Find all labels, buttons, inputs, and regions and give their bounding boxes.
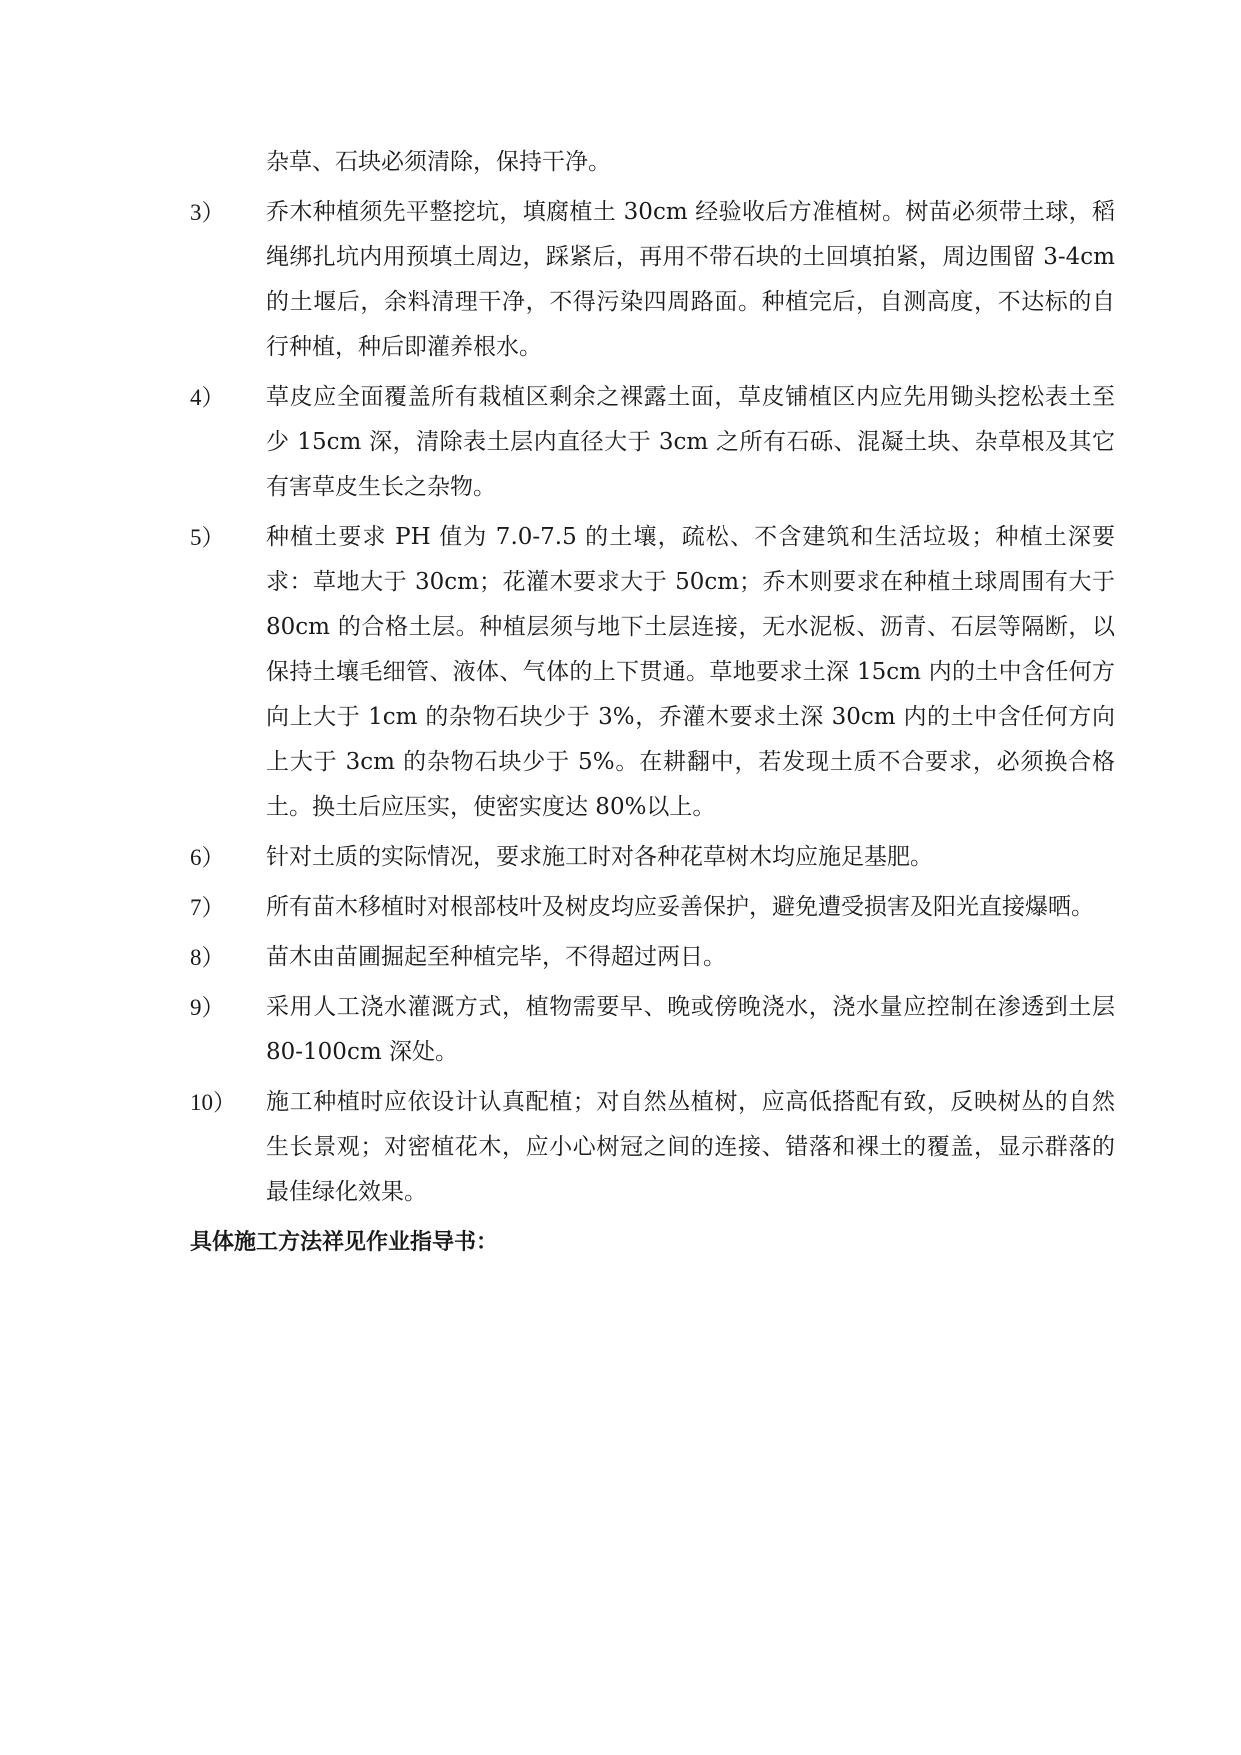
item-number: 3） [190,200,225,225]
item-text: 种植土要求 PH 值为 7.0-7.5 的土壤，疏松、不含建筑和生活垃圾；种植土深要求：草地大于 30cm；花灌木要求大于 50cm；乔木则要求在种植土球周围有大于 80cm 的合格土层。种植层须与地下土层连接，无水泥板、沥青、石层等隔断，以保持土壤毛细管、液体、气体的上下贯通。草地要求土深 15cm 内的土中含任何方向上大于 1cm 的杂物石块少于 3%，乔灌木要求土深 30cm 内的土中含任何方向上大于 3cm 的杂物石块少于 5%。在耕翻中，若发现土质不合要求，必须换合格土。换土后应压实，使密实度达 80%以上。 [266,524,1115,820]
item-text: 苗木由苗圃掘起至种植完毕，不得超过两日。 [266,944,726,970]
item-number: 8） [190,945,225,970]
document-body [190,140,1115,1265]
item-text: 采用人工浇水灌溉方式，植物需要早、晚或傍晚浇水，浇水量应控制在渗透到土层 80-100cm 深处。 [266,994,1115,1065]
section-heading: 具体施工方法祥见作业指导书： [190,1230,499,1255]
item-text: 所有苗木移植时对根部枝叶及树皮均应妥善保护，避免遭受损害及阳光直接爆晒。 [266,894,1094,920]
continuation-line: 杂草、石块必须清除，保持干净。 [266,149,611,175]
list-item-10 [190,1075,1115,1215]
list-item-3 [190,185,1115,370]
list-item-6 [190,830,1115,880]
item-text: 针对土质的实际情况，要求施工时对各种花草树木均应施足基肥。 [266,844,933,870]
item-number: 9） [190,995,225,1020]
list-item-8 [190,930,1115,980]
item-number: 7） [190,895,225,920]
item-number: 4） [190,385,225,410]
item-text: 草皮应全面覆盖所有栽植区剩余之裸露土面，草皮铺植区内应先用锄头挖松表土至少 15cm 深，清除表土层内直径大于 3cm 之所有石砾、混凝土块、杂草根及其它有害草皮生长之杂物。 [266,384,1115,500]
item-text: 施工种植时应依设计认真配植；对自然丛植树，应高低搭配有致，反映树丛的自然生长景观；对密植花木，应小心树冠之间的连接、错落和裸土的覆盖，显示群落的最佳绿化效果。 [266,1089,1115,1205]
item-number: 10） [190,1090,236,1115]
list-item-4 [190,370,1115,510]
list-item-7 [190,880,1115,930]
list-item-5 [190,510,1115,830]
list-item-9 [190,980,1115,1075]
item-number: 5） [190,525,225,550]
item-text: 乔木种植须先平整挖坑，填腐植土 30cm 经验收后方准植树。树苗必须带土球，稻绳绑扎坑内用预填土周边，踩紧后，再用不带石块的土回填拍紧，周边围留 3-4cm 的土堰后，余料清理干净，不得污染四周路面。种植完后，自测高度，不达标的自行种植，种后即灌养根水。 [266,199,1115,360]
item-number: 6） [190,845,225,870]
